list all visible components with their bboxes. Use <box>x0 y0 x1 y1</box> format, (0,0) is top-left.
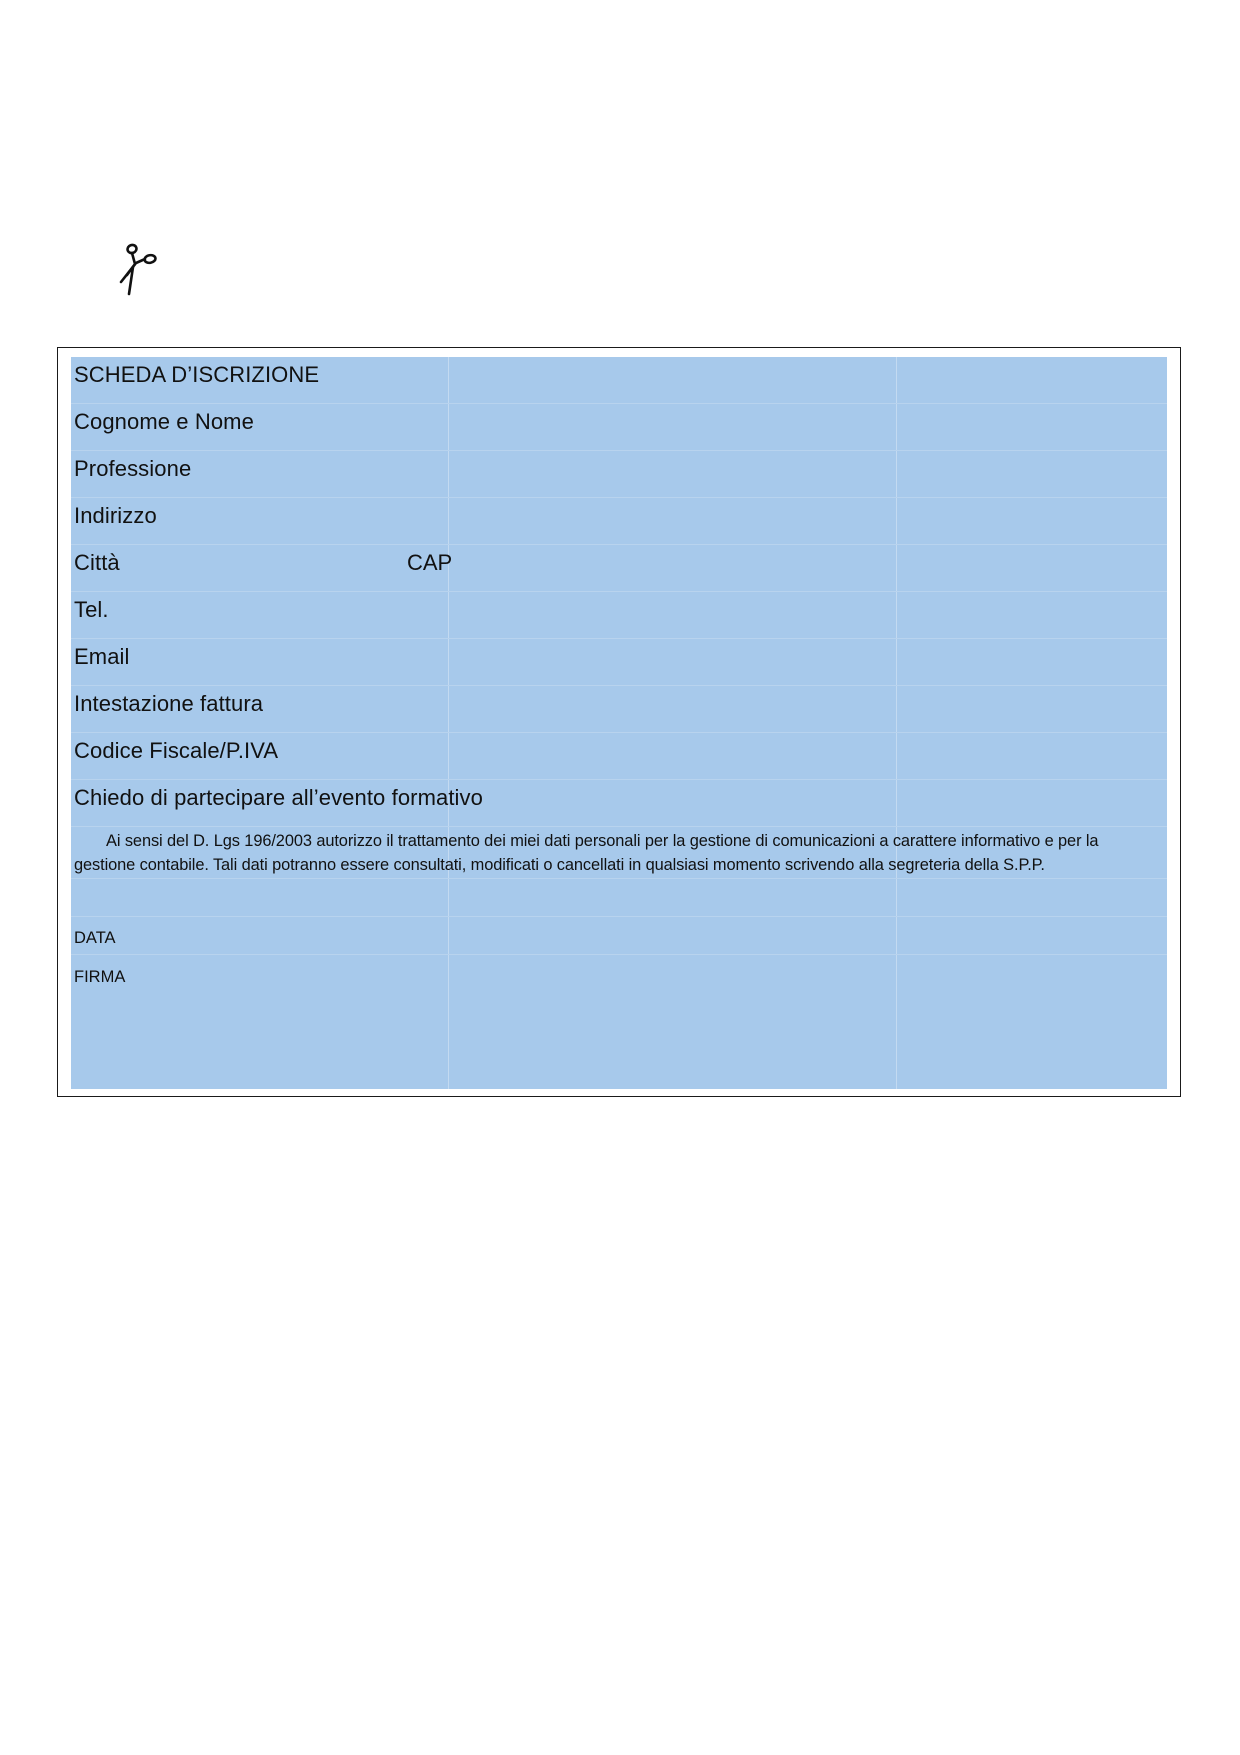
registration-form <box>57 347 1181 1097</box>
grid-line <box>71 450 1167 451</box>
event-request-text: Chiedo di partecipare all’evento formativo <box>74 785 483 810</box>
grid-line <box>896 357 897 1089</box>
grid-line <box>71 916 1167 917</box>
zip-field-label: CAP <box>407 550 453 575</box>
invoice-field-label: Intestazione fattura <box>74 691 264 716</box>
grid-line <box>71 732 1167 733</box>
phone-field-label: Tel. <box>74 597 109 622</box>
grid-line <box>71 497 1167 498</box>
grid-line <box>71 878 1167 879</box>
form-panel <box>71 357 1167 1089</box>
grid-line <box>448 357 449 1089</box>
grid-line <box>71 826 1167 827</box>
grid-line <box>71 954 1167 955</box>
date-label: DATA <box>74 929 116 947</box>
grid-line <box>71 544 1167 545</box>
address-field-label: Indirizzo <box>74 503 157 528</box>
name-field-label: Cognome e Nome <box>74 409 254 434</box>
privacy-notice: Ai sensi del D. Lgs 196/2003 autorizzo il trattamento dei miei dati personali per la gestione di comunicazioni a carattere informativo e per la gestione contabile. Tali dati potranno essere consultati, modificati o cancellati in qualsiasi momento scrivendo alla segreteria della S.P.P. <box>74 832 1099 874</box>
grid-line <box>71 779 1167 780</box>
scissors-icon <box>114 240 162 296</box>
signature-label: FIRMA <box>74 968 126 986</box>
grid-line <box>71 591 1167 592</box>
grid-line <box>71 403 1167 404</box>
grid-line <box>71 685 1167 686</box>
grid-line <box>71 638 1167 639</box>
form-title: SCHEDA D’ISCRIZIONE <box>74 362 320 387</box>
city-field-label: Città <box>74 550 120 575</box>
profession-field-label: Professione <box>74 456 192 481</box>
email-field-label: Email <box>74 644 130 669</box>
tax-code-field-label: Codice Fiscale/P.IVA <box>74 738 279 763</box>
